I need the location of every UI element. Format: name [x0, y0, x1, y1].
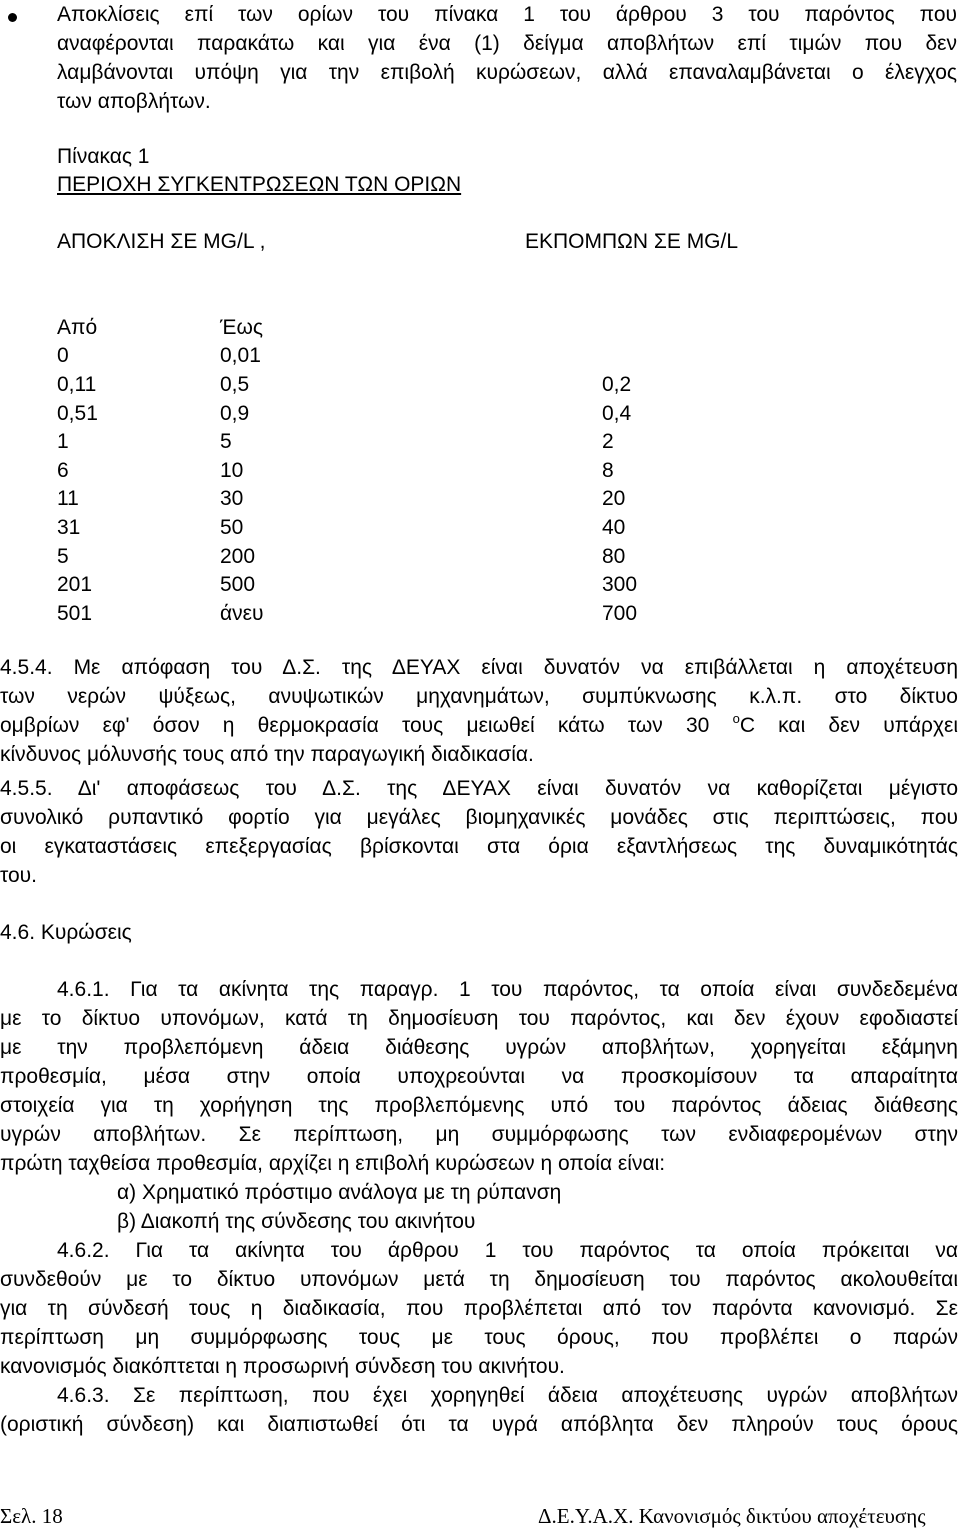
cell-emission: 0,2 — [602, 373, 632, 396]
table-left-header: ΑΠΟΚΛΙΣΗ ΣΕ MG/L , — [57, 230, 266, 253]
sanction-item: β) Διακοπή της σύνδεσης του ακινήτου — [117, 1210, 476, 1233]
paragraph-4-6-1-line: πρώτη ταχθείσα προθεσμία, αρχίζει η επιβολή κυρώσεων η οποία είναι: — [0, 1152, 666, 1175]
paragraph-4-6-2-line: συνδεθούν με το δίκτυο υπονόμων μετά τη δημοσίευση του παρόντος ακολουθείται — [0, 1268, 958, 1291]
table-title: ΠΕΡΙΟΧΗ ΣΥΓΚΕΝΤΡΩΣΕΩΝ ΤΩΝ ΟΡΙΩΝ — [57, 173, 462, 196]
paragraph-4-5-5-line: οι εγκαταστάσεις επεξεργασίας βρίσκονται στα όρια εξαντλήσεως της δυναμικότητάς — [0, 835, 958, 858]
cell-to: 10 — [220, 459, 244, 482]
paragraph-4-6-1-line: με την προβλεπόμενη άδεια διάθεσης υγρών αποβλήτων, χορηγείται εξάμηνη — [0, 1036, 958, 1059]
cell-from: 501 — [57, 602, 93, 625]
bullet-paragraph-line: Αποκλίσεις επί των ορίων του πίνακα 1 του άρθρου 3 του παρόντος που — [57, 3, 957, 26]
cell-to: 200 — [220, 545, 256, 568]
section-heading: 4.6. Κυρώσεις — [0, 921, 132, 944]
cell-from: 31 — [57, 516, 81, 539]
footer-page-number: Σελ. 18 — [0, 1504, 63, 1528]
bullet-paragraph-line: λαμβάνονται υπόψη για την επιβολή κυρώσεων, αλλά επαναλαμβάνεται ο έλεγχος — [57, 61, 957, 84]
degree-superscript: o — [732, 711, 740, 726]
cell-from: 11 — [57, 487, 79, 510]
cell-emission: 20 — [602, 487, 626, 510]
bullet-paragraph-line: των αποβλήτων. — [57, 90, 211, 113]
footer-title: Δ.Ε.Υ.Α.Χ. Κανονισμός δικτύου αποχέτευσης — [538, 1504, 926, 1528]
paragraph-4-5-4-line — [0, 712, 958, 740]
table-row — [57, 342, 757, 370]
sanction-item: α) Χρηματικό πρόστιμο ανάλογα με τη ρύπανση — [117, 1181, 562, 1204]
cell-from: 6 — [57, 459, 69, 482]
paragraph-4-6-1-line: προθεσμία, μέσα στην οποία υποχρεούνται να προσκομίσουν τα απαραίτητα — [0, 1065, 958, 1088]
bullet-paragraph-line: αναφέρονται παρακάτω και για ένα (1) δείγμα αποβλήτων επί τιμών που δεν — [57, 32, 957, 55]
cell-from: 0,51 — [57, 402, 98, 425]
cell-to: 30 — [220, 487, 244, 510]
table-row — [57, 514, 757, 542]
paragraph-4-6-1-line: με το δίκτυο υπονόμων, κατά τη δημοσίευση του παρόντος, και δεν έχουν εφοδιαστεί — [0, 1007, 958, 1030]
cell-from: 5 — [57, 545, 69, 568]
cell-emission: 700 — [602, 602, 638, 625]
table-row — [57, 543, 757, 571]
cell-to: 500 — [220, 573, 256, 596]
cell-to: άνευ — [220, 602, 264, 625]
cell-emission: 300 — [602, 573, 638, 596]
table-row — [57, 600, 757, 628]
table-row — [57, 400, 757, 428]
cell-to: 0,5 — [220, 373, 250, 396]
cell-to: 0,9 — [220, 402, 250, 425]
cell-to: 0,01 — [220, 344, 261, 367]
cell-emission: 40 — [602, 516, 626, 539]
paragraph-4-5-4-line: των νερών ψύξεως, ανυψωτικών μηχανημάτων, συμπύκνωσης κ.λ.π. στο δίκτυο — [0, 685, 958, 708]
cell-from: 201 — [57, 573, 93, 596]
cell-from: 1 — [57, 430, 69, 453]
paragraph-4-6-2-line: περίπτωση μη συμμόρφωσης τους με τους όρους, που προβλέπει ο παρών — [0, 1326, 958, 1349]
paragraph-4-6-2-line: 4.6.2. Για τα ακίνητα του άρθρου 1 του παρόντος τα οποία πρόκειται να — [57, 1239, 958, 1262]
cell-from: 0 — [57, 344, 69, 367]
cell-to: 5 — [220, 430, 232, 453]
paragraph-4-6-2-line: κανονισμός διακόπτεται η προσωρινή σύνδεση του ακινήτου. — [0, 1355, 565, 1378]
paragraph-4-5-4-text: ομβρίων εφ' όσον η θερμοκρασία τους μειωθεί κάτω των 30 — [0, 714, 710, 737]
cell-emission: 80 — [602, 545, 626, 568]
table-row — [57, 457, 757, 485]
cell-emission: 0,4 — [602, 402, 632, 425]
table-row — [57, 485, 757, 513]
bullet-marker — [8, 13, 17, 22]
table-column-headers — [57, 314, 757, 342]
table-right-header: ΕΚΠΟΜΠΩΝ ΣΕ MG/L — [525, 230, 739, 253]
paragraph-4-6-1-line: στοιχεία για τη χορήγηση της προβλεπόμενης υπό του παρόντος άδειας διάθεσης — [0, 1094, 958, 1117]
column-header-from: Από — [57, 316, 98, 339]
table-row — [57, 428, 757, 456]
cell-emission: 8 — [602, 459, 614, 482]
table-row — [57, 571, 757, 599]
paragraph-4-6-3-line: (οριστική σύνδεση) και διαπιστωθεί ότι τα υγρά απόβλητα δεν πληρούν τους όρους — [0, 1413, 958, 1436]
cell-emission: 2 — [602, 430, 614, 453]
paragraph-4-5-5-line: 4.5.5. Δι' αποφάσεως του Δ.Σ. της ΔΕΥΑΧ είναι δυνατόν να καθορίζεται μέγιστο — [0, 777, 958, 800]
paragraph-4-6-2-line: για τη σύνδεσή τους η διαδικασία, που προβλέπεται από τον παρόντα κανονισμό. Σε — [0, 1297, 958, 1320]
paragraph-4-6-1-line: 4.6.1. Για τα ακίνητα της παραγρ. 1 του παρόντος, τα οποία είναι συνδεδεμένα — [57, 978, 958, 1001]
cell-to: 50 — [220, 516, 244, 539]
column-header-to: Έως — [220, 316, 263, 339]
table-row — [57, 371, 757, 399]
paragraph-4-5-4-line: κίνδυνος μόλυνσής τους από την παραγωγική διαδικασία. — [0, 743, 534, 766]
cell-from: 0,11 — [57, 373, 97, 396]
paragraph-4-5-4-text: C και δεν υπάρχει — [739, 714, 959, 737]
paragraph-4-6-1-line: υγρών αποβλήτων. Σε περίπτωση, μη συμμόρφωσης των ενδιαφερομένων στην — [0, 1123, 958, 1146]
paragraph-4-5-5-line: του. — [0, 864, 37, 887]
paragraph-4-5-5-line: συνολικό ρυπαντικό φορτίο για μεγάλες βιομηχανικές μονάδες στις περιπτώσεις, που — [0, 806, 958, 829]
paragraph-4-5-4-line: 4.5.4. Με απόφαση του Δ.Σ. της ΔΕΥΑΧ είναι δυνατόν να επιβάλλεται η αποχέτευση — [0, 656, 958, 679]
table-caption: Πίνακας 1 — [57, 145, 150, 168]
paragraph-4-6-3-line: 4.6.3. Σε περίπτωση, που έχει χορηγηθεί άδεια αποχέτευσης υγρών αποβλήτων — [57, 1384, 958, 1407]
